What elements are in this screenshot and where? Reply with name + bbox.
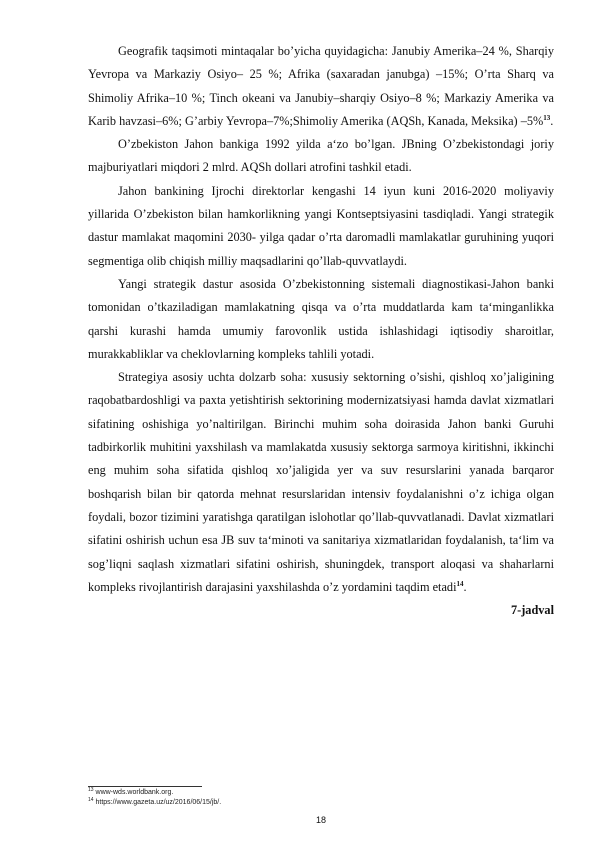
paragraph-text: Geografik taqsimoti mintaqalar bo’yicha quyidagicha: Janubiy Amerika–24 %, Sharqiy Yevropa va Markaziy Osiyo– 25 %; Afrika (saxaradan janubga) –15%; O’rta Sharq va Shimoliy Afrika–10 %; Tinch okeani va Janubiy–sharqiy Osiyo–8 %; Markaziy Amerika va Karib havzasi–6%; G’arbiy Yevropa–7%;Shimoliy Amerika (AQSh, Kanada, Meksika) –5%	[88, 44, 554, 128]
paragraph-strategy	[88, 366, 554, 599]
paragraph-regional-distribution	[88, 40, 554, 133]
page-number: 18	[315, 815, 326, 825]
footnote-number: 14	[88, 797, 94, 803]
paragraph-end: .	[463, 579, 467, 594]
paragraph-diagnostics: Yangi strategik dastur asosida O’zbekistonning sistemali diagnostikasi-Jahon banki tomonidan o’tkaziladigan mamlakatning qisqa va o’rta muddatlarda kam ta‘minganlikka qarshi kurashi hamda umumiy farovonlik ustida ishlashidagi iqtisodiy sharoitlar, murakkabliklar va cheklovlarning kompleks tahlili yotadi.	[88, 276, 554, 361]
footnote-link[interactable]: https://www.gazeta.uz/uz/2016/06/15/jb/.	[93, 799, 222, 806]
footnotes	[88, 788, 554, 808]
paragraph-board-approval: Jahon bankining Ijrochi direktorlar kengashi 14 iyun kuni 2016-2020 moliyaviy yillarida O’zbekiston bilan hamkorlikning yangi Kontseptsiyasini tasdiqladi. Yangi strategik dastur mamlakat maqomini 2030- yilga qadar o’rta daromadli mamlakatlar guruhining yuqori segmentiga olib chiqish milliy maqsadlarini qo’llab-quvvatlaydi.	[88, 183, 554, 268]
footnote-ref-13[interactable]: 13	[543, 113, 551, 122]
footnote-link[interactable]: www-wds.worldbank.org.	[93, 789, 174, 796]
paragraph-membership: O’zbekiston Jahon bankiga 1992 yilda a‘zo bo’lgan. JBning O’zbekistondagi joriy majburiyatlari miqdori 2 mlrd. AQSh dollari atrofini tashkil etadi.	[88, 137, 554, 175]
table-label: 7-jadval	[510, 603, 554, 618]
main-text	[88, 40, 554, 622]
footnote-divider	[88, 786, 202, 787]
footnote-number: 13	[88, 787, 94, 793]
footnote-13	[88, 788, 554, 798]
paragraph-text: Strategiya asosiy uchta dolzarb soha: xususiy sektorning o’sishi, qishloq xo’jaligining raqobatbardoshligi va paxta yetishtirish sektorining modernizatsiyasi hamda davlat xizmatlari sifatining oshishiga yo’naltirilgan. Birinchi muhim soha doirasida Jahon banki Guruhi tadbirkorlik muhitini yaxshilash va mamlakatda xususiy sektorga sarmoya kiritishni, ikkinchi eng muhim soha sifatida qishloq xo’jaligida yer va suv resurslarini yanada barqaror boshqarish bilan bir qatorda mehnat resurslaridan intensiv foydalanishni o’z ichiga olgan foydali, bozor tizimini yaratishga qaratilgan islohotlar qo’llab-quvvatlanadi. Davlat xizmatlari sifatini oshirish uchun esa JB suv ta‘minoti va sanitariya xizmatlaridan foydalanish, ta‘lim va sog’liqni saqlash xizmatlari sifatini oshirish, shuningdek, transport aloqasi va shaharlarni kompleks rivojlantirish darajasini yaxshilashda o’z yordamini taqdim etadi	[88, 370, 554, 594]
footnote-14	[88, 798, 554, 808]
footnote-ref-14[interactable]: 14	[456, 579, 464, 588]
paragraph-end: .	[550, 113, 554, 128]
